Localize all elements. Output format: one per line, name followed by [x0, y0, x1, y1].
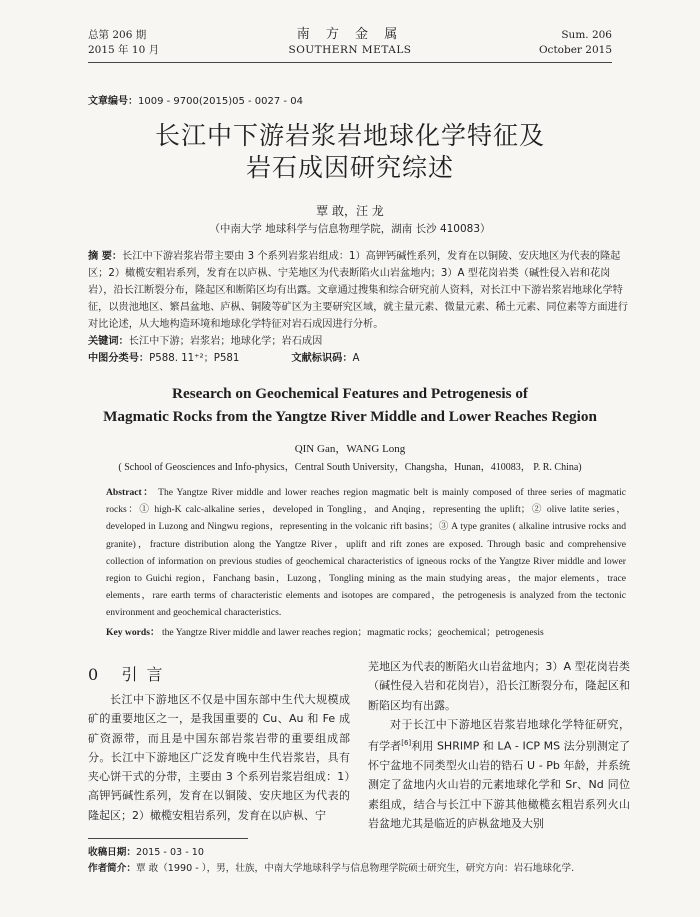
affiliation-en: ( School of Geosciences and Info-physics，Central South University，Changsha，Hunan，410083， P. R. China): [118, 462, 582, 473]
title-cn-line2: 岩石成因研究综述: [245, 153, 454, 182]
abstract-en-text: The Yangtze River middle and lower reaches region magmatic belt is mainly composed of three series of magmatic rocks：① high-K calc-alkaline series，developed in Tongling，and Anqing，representing the uplift；② olive latite series，developed in Luzong and Ningwu regions，representing in the volcanic rift basins；③ A type granites ( alkaline intrusive rocks and granite)，fracture distribution along the Yangtze River，uplift and rift zones are exposed. Through basic and comprehensive collection of information on previous studies of geochemical characteristics of igneous rocks of the Yangtze River middle and lower region to Guichi region，Fanchang basin，Luzong，Tongling mining as the main studying areas，the major elements，trace elements，rare earth terms of characteristic elements and isotopes are compared，the petrogenesis is analyzed from the tectonic environment and geochemical characteristics.: [106, 487, 627, 619]
section-title: 引 言: [121, 665, 165, 684]
author-bio: [88, 861, 574, 877]
author-bio-value: 覃 敢（1990 - ），男，壮族，中南大学地球科学与信息物理学院硕士研究生，研究方向：岩石地球化学.: [135, 863, 575, 874]
body-paragraph: 长江中下游地区不仅是中国东部中生代大规模成矿的重要地区之一，是我国重要的 Cu、Au 和 Fe 成矿资源带，而且是中国东部岩浆岩带的重要组成部分。长江中下游地区广泛发育晚中生代岩浆岩，具有夹心饼干式的分带，主要由 3 个系列岩浆岩组成：1）高钾钙碱性系列，发育在以铜陵、安庆地区为代表的隆起区；2）橄榄安粗岩系列，发育在以庐枞、宁: [88, 693, 350, 822]
abstract-en: [106, 484, 626, 622]
issue-date-cn: 2015 年 10 月: [88, 44, 160, 56]
body-text: 对于长江中下游地区岩浆岩地球化学特征研究，有学者: [368, 717, 630, 753]
journal-name-cn: 南 方 金 属: [296, 27, 404, 42]
author-bio-label: 作者简介：: [88, 863, 136, 874]
keywords-cn: [88, 332, 322, 347]
issue-number-en: Sum. 206: [561, 29, 612, 41]
received-label: 收稿日期：: [88, 847, 136, 858]
abstract-cn-label: 摘 要：: [88, 251, 123, 262]
citation-ref: [6]: [401, 739, 412, 748]
abstract-cn-text: 长江中下游岩浆岩带主要由 3 个系列岩浆岩组成：1）高钾钙碱性系列，发育在以铜陵、安庆地区为代表的隆起区；2）橄榄安粗岩系列，发育在以庐枞、宁芜地区为代表断陷火山岩盆地内；3）A 型花岗岩类（碱性侵入岩和花岗岩），沿长江断裂分布，隆起区和断陷区均有出露。文章通过搜集和综合研究前人资料，对长江中下游岩浆岩地球化学特征，以贵池地区、繁昌盆地、庐枞、铜陵等矿区为主要研究区域，就主量元素、微量元素、稀土元素、同位素等方面进行对比论述，从大地构造环境和地球化学特征对岩石成因进行分析。: [88, 251, 628, 330]
abstract-cn: [88, 248, 628, 333]
doc-code-label: 文献标识码：: [291, 353, 353, 364]
header-divider: [88, 62, 612, 63]
clc-value: P588. 11⁺²；P581: [149, 353, 240, 364]
body-column-left: [88, 690, 350, 825]
body-paragraph-continued: 芜地区为代表的断陷火山岩盆地内；3）A 型花岗岩类（碱性侵入岩和花岗岩），沿长江断裂分布，隆起区和断陷区均有出露。: [368, 660, 630, 712]
title-cn: [60, 120, 640, 184]
header-issue-info: [88, 28, 159, 58]
authors-en: QIN Gan，WANG Long: [294, 443, 406, 455]
journal-masthead: [250, 26, 450, 58]
issue-date-en: October 2015: [538, 44, 612, 56]
footnote-divider: [88, 838, 248, 839]
title-en-line2: Magmatic Rocks from the Yangtze River Middle and Lower Reaches Region: [103, 408, 597, 425]
title-en-line1: Research on Geochemical Features and Petrogenesis of: [171, 385, 528, 402]
section-number: 0: [88, 665, 101, 684]
article-number: [88, 92, 303, 107]
article-number-value: 1009 - 9700(2015)05 - 0027 - 04: [138, 96, 303, 107]
journal-name-en: SOUTHERN METALS: [288, 44, 412, 56]
clc-label: 中图分类号：: [88, 353, 150, 364]
body-column-right: [368, 657, 630, 833]
section-heading: [88, 662, 165, 685]
header-issue-info-en: [539, 28, 612, 58]
footnote: [88, 845, 574, 877]
issue-number-cn: 总第 206 期: [88, 29, 147, 41]
keywords-cn-text: 长江中下游；岩浆岩；地球化学；岩石成因: [128, 336, 323, 347]
abstract-en-label: Abstract：: [106, 487, 155, 498]
keywords-cn-label: 关键词：: [88, 336, 129, 347]
keywords-en: [106, 624, 626, 638]
received-date: [88, 845, 574, 861]
classification-line: [88, 349, 360, 364]
affiliation-cn: （中南大学 地球科学与信息物理学院，湖南 长沙 410083）: [209, 223, 491, 235]
received-value: 2015 - 03 - 10: [135, 847, 204, 858]
authors-cn: 覃 敢，汪 龙: [316, 204, 384, 218]
body-text: 利用 SHRIMP 和 LA - ICP MS 法分别测定了怀宁盆地不同类型火山岩的锆石 U - Pb 年龄，并系统测定了盆地内火山岩的元素地球化学和 Sr、Nd 同位素组成，结合与长江中下游其他橄榄玄粗岩系列火山岩盆地尤其是临近的庐枞盆地及大别: [368, 739, 631, 831]
article-number-label: 文章编号：: [88, 96, 138, 107]
doc-code-value: A: [352, 353, 360, 364]
title-cn-line1: 长江中下游岩浆岩地球化学特征及: [154, 121, 545, 150]
body-paragraph: [368, 715, 630, 833]
title-en: [40, 382, 660, 428]
keywords-en-text: the Yangtze River middle and lawer reaches region；magmatic rocks；geochemical；petrogenesis: [161, 627, 544, 638]
keywords-en-label: Key words：: [106, 627, 160, 638]
